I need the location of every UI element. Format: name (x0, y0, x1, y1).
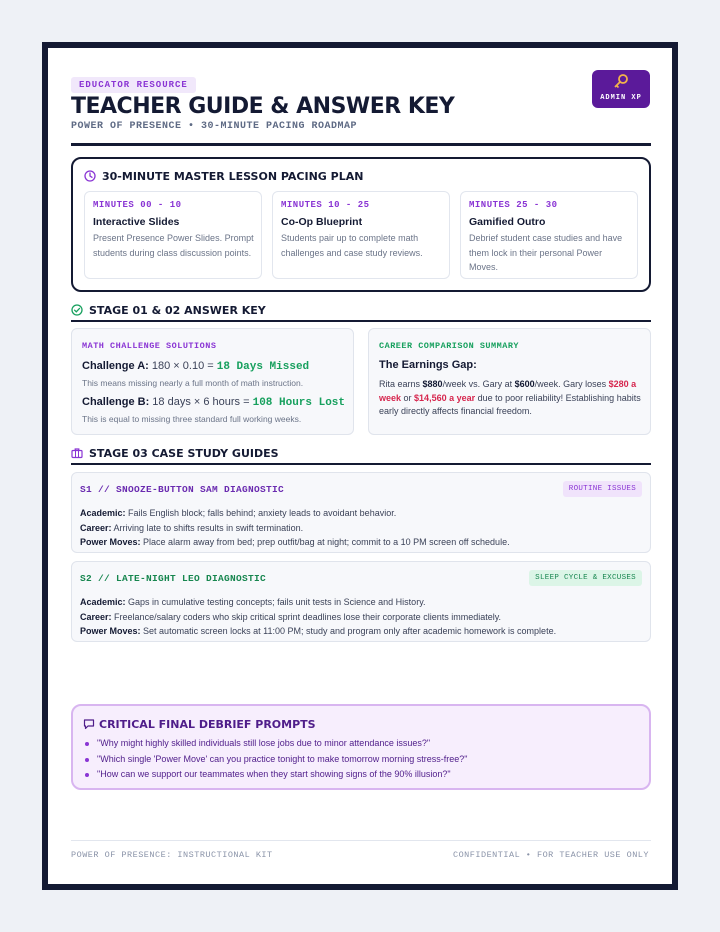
pacing-card (460, 191, 638, 279)
case-study-badge: ROUTINE ISSUES (563, 481, 642, 497)
case-power-moves (80, 626, 556, 636)
rita-wage: $880 (422, 379, 443, 389)
challenge-a-note: This means missing nearly a full month of math instruction. (82, 378, 304, 388)
case-label: Career: (80, 522, 112, 533)
case-career (80, 612, 501, 622)
case-study-card (71, 472, 651, 553)
case-academic (80, 508, 396, 518)
debrief-prompts-panel (71, 704, 651, 790)
admin-xp-label: ADMIN XP (600, 94, 642, 102)
pacing-card-minutes: MINUTES 25 - 30 (469, 200, 558, 210)
pacing-card-desc: Present Presence Power Slides. Prompt students during class discussion points. (93, 233, 254, 258)
math-solutions-caption: MATH CHALLENGE SOLUTIONS (82, 341, 217, 351)
educator-resource-tag: EDUCATOR RESOURCE (71, 77, 196, 93)
challenge-a-result: 18 Days Missed (216, 361, 310, 373)
pacing-card (272, 191, 450, 279)
challenge-b-note: This is equal to missing three standard full working weeks. (82, 414, 302, 424)
case-text: Fails English block; falls behind; anxiety leads to avoidant behavior. (128, 508, 397, 518)
case-academic (80, 597, 426, 607)
pacing-card-name: Gamified Outro (469, 216, 546, 228)
career-summary-caption: CAREER COMPARISON SUMMARY (379, 341, 520, 351)
pacing-card-desc: Students pair up to complete math challenges and case study reviews. (281, 233, 423, 258)
text-run: due to poor reliability! Establishing habits early directly affects financial freedom. (379, 392, 641, 416)
case-study-title: S1 // SNOOZE-BUTTON SAM DIAGNOSTIC (80, 484, 285, 495)
pacing-card-name: Co-Op Blueprint (281, 216, 363, 228)
debrief-heading: CRITICAL FINAL DEBRIEF PROMPTS (99, 718, 316, 731)
yearly-loss: $14,560 a year (414, 392, 476, 403)
challenge-b-result: 108 Hours Lost (252, 397, 346, 409)
case-study-card (71, 561, 651, 642)
earnings-gap-text (379, 378, 645, 419)
section-divider (71, 463, 651, 465)
clock-icon (84, 170, 96, 182)
debrief-prompt: "Why might highly skilled individuals still lose jobs due to minor attendance issues?" (85, 736, 467, 752)
teacher-guide-sheet (42, 42, 678, 890)
text-run: or (401, 392, 415, 403)
case-study-heading: STAGE 03 CASE STUDY GUIDES (89, 447, 279, 460)
case-text: Freelance/salary coders who skip critical sprint deadlines lose their corporate clients immediately. (114, 611, 502, 622)
footer-right: CONFIDENTIAL • FOR TEACHER USE ONLY (452, 850, 649, 860)
challenge-b-label: Challenge B: (82, 396, 150, 408)
key-icon (613, 73, 629, 91)
case-label: Power Moves: (80, 537, 141, 547)
case-study-badge: SLEEP CYCLE & EXCUSES (529, 570, 642, 586)
pacing-card-minutes: MINUTES 00 - 10 (93, 200, 182, 210)
debrief-prompt: "Which single 'Power Move' can you practice tonight to make tomorrow morning stress-free?" (85, 752, 467, 768)
debrief-prompt: "How can we support our teammates when they start showing signs of the 90% illusion?" (85, 767, 467, 783)
check-circle-icon (71, 304, 83, 316)
chat-bubble-icon (83, 718, 95, 730)
case-text: Arriving late to shifts results in swift termination. (113, 522, 304, 533)
footer-divider (71, 840, 651, 841)
case-study-title: S2 // LATE-NIGHT LEO DIAGNOSTIC (80, 573, 267, 584)
earnings-gap-heading: The Earnings Gap: (379, 359, 477, 371)
challenge-a-label: Challenge A: (82, 360, 149, 372)
section-divider (71, 320, 651, 322)
case-label: Power Moves: (80, 626, 141, 636)
text-run: /week vs. Gary at (442, 379, 515, 389)
case-text: Set automatic screen locks at 11:00 PM; study and program only after academic homework is complete. (143, 626, 557, 636)
text-run: /week. Gary loses (534, 379, 609, 389)
career-summary-box (368, 328, 651, 435)
footer-left: POWER OF PRESENCE: INSTRUCTIONAL KIT (71, 850, 273, 860)
challenge-a (82, 360, 309, 373)
case-text: Gaps in cumulative testing concepts; fails unit tests in Science and History. (128, 597, 426, 607)
weekly-loss: $280 a week (379, 379, 637, 403)
briefcase-icon (71, 447, 83, 459)
pacing-plan-panel (71, 157, 651, 292)
pacing-card-minutes: MINUTES 10 - 25 (281, 200, 370, 210)
case-power-moves (80, 537, 510, 547)
gary-wage: $600 (514, 379, 535, 389)
page-subtitle: POWER OF PRESENCE • 30-MINUTE PACING ROADMAP (71, 121, 358, 132)
math-solutions-box (71, 328, 354, 435)
admin-xp-badge[interactable] (592, 70, 650, 108)
pacing-card (84, 191, 262, 279)
pacing-card-desc: Debrief student case studies and have them lock in their personal Power Moves. (469, 233, 623, 272)
answer-key-heading: STAGE 01 & 02 ANSWER KEY (89, 304, 266, 317)
challenge-b (82, 396, 345, 409)
case-career (80, 523, 303, 533)
pacing-card-name: Interactive Slides (93, 216, 180, 228)
text-run: Rita earns (379, 379, 423, 389)
case-label: Academic: (80, 597, 126, 607)
header-divider (71, 143, 651, 146)
page-title: TEACHER GUIDE & ANSWER KEY (71, 94, 455, 119)
case-label: Career: (80, 611, 112, 622)
debrief-list (85, 736, 467, 783)
case-label: Academic: (80, 508, 126, 518)
case-text: Place alarm away from bed; prep outfit/bag at night; commit to a 10 PM screen off schedule. (143, 537, 510, 547)
challenge-b-expression: 18 days × 6 hours = (152, 396, 250, 408)
challenge-a-expression: 180 × 0.10 = (151, 360, 214, 372)
pacing-plan-heading: 30-MINUTE MASTER LESSON PACING PLAN (102, 170, 364, 183)
